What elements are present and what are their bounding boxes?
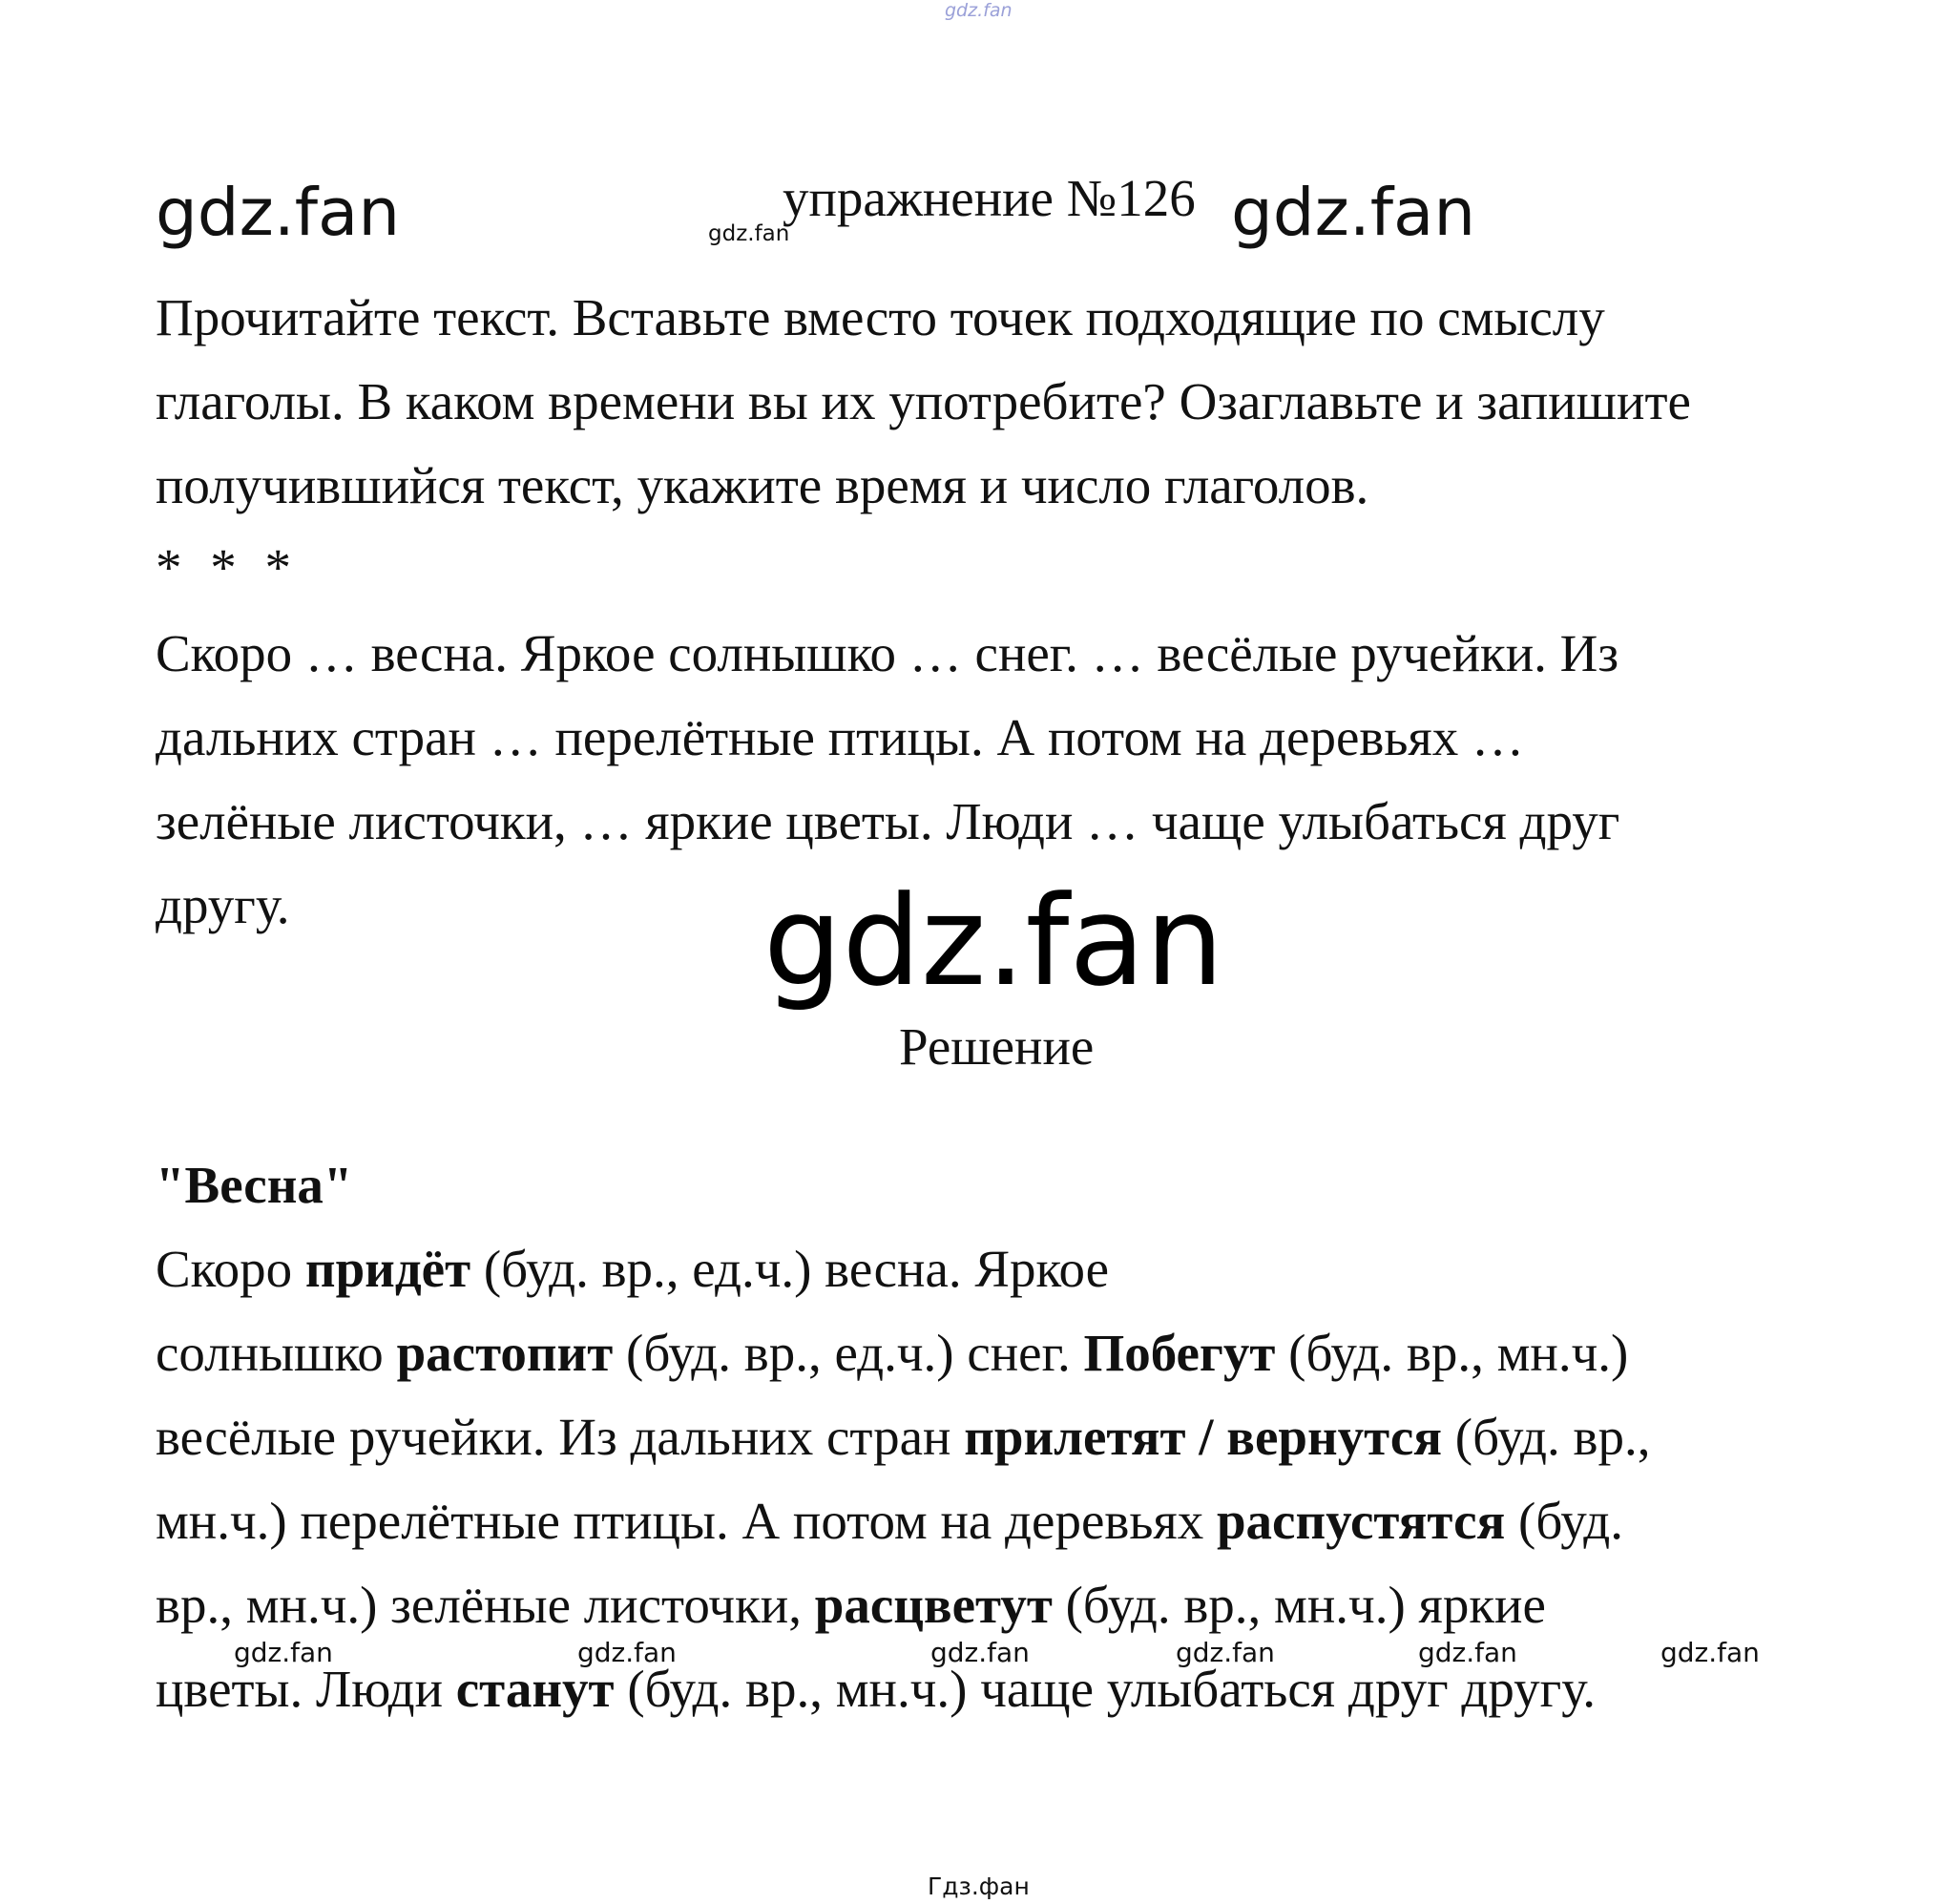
task-line: Прочитайте текст. Вставьте вместо точек подходящие по смыслу xyxy=(156,288,1605,346)
watermark-title-small: gdz.fan xyxy=(708,221,790,246)
watermark-center: gdz.fan xyxy=(763,868,1224,1014)
exercise-text-line: Скоро … весна. Яркое солнышко … снег. … весёлые ручейки. Из xyxy=(156,624,1619,682)
solution-text: цветы. Люди xyxy=(156,1660,456,1718)
watermark-top: gdz.fan xyxy=(945,0,1013,21)
solution-text: вр., мн.ч.) зелёные листочки, xyxy=(156,1576,815,1634)
solution-text: (буд. вр., мн.ч.) xyxy=(1275,1324,1629,1382)
watermark-row: gdz.fan xyxy=(1176,1637,1275,1668)
solution-title: "Весна" xyxy=(156,1156,353,1214)
solution-line xyxy=(156,1324,1629,1382)
solution-verb: распустятся xyxy=(1216,1492,1506,1550)
watermark-row: gdz.fan xyxy=(577,1637,677,1668)
solution-line xyxy=(156,1492,1623,1550)
task-line: получившийся текст, укажите время и число глаголов. xyxy=(156,456,1369,514)
solution-text: (буд. вр., ед.ч.) снег. xyxy=(613,1324,1084,1382)
solution-verb: Побегут xyxy=(1083,1324,1276,1382)
solution-verb: растопит xyxy=(396,1324,614,1382)
solution-line xyxy=(156,1240,1110,1298)
solution-text: (буд. вр., мн.ч.) чаще улыбаться друг другу. xyxy=(614,1660,1596,1718)
watermark-header-right: gdz.fan xyxy=(1231,175,1476,251)
solution-line xyxy=(156,1576,1546,1634)
separator-stars: * * * xyxy=(156,538,299,596)
watermark-row: gdz.fan xyxy=(234,1637,333,1668)
solution-text: (буд. вр., ед.ч.) весна. Яркое xyxy=(470,1240,1110,1298)
exercise-text-line: зелёные листочки, … яркие цветы. Люди … чаще улыбаться друг xyxy=(156,792,1620,850)
solution-text: (буд. вр., xyxy=(1442,1408,1651,1466)
watermark-row: gdz.fan xyxy=(1660,1637,1760,1668)
watermark-row: gdz.fan xyxy=(930,1637,1030,1668)
solution-text: (буд. вр., мн.ч.) яркие xyxy=(1052,1576,1546,1634)
exercise-text-line: другу. xyxy=(156,876,290,934)
task-line: глаголы. В каком времени вы их употребите? Озаглавьте и запишите xyxy=(156,372,1691,430)
footer-watermark: Гдз.фан xyxy=(928,1873,1030,1900)
watermark-header-left: gdz.fan xyxy=(156,175,401,251)
solution-verb: расцветут xyxy=(814,1576,1053,1634)
exercise-text-line: дальних стран … перелётные птицы. А потом на деревьях … xyxy=(156,708,1524,766)
watermark-row: gdz.fan xyxy=(1418,1637,1517,1668)
solution-verb: станут xyxy=(455,1660,615,1718)
solution-text: весёлые ручейки. Из дальних стран xyxy=(156,1408,965,1466)
solution-verb: придёт xyxy=(304,1240,471,1298)
solution-text: мн.ч.) перелётные птицы. А потом на деревьях xyxy=(156,1492,1217,1550)
solution-line xyxy=(156,1660,1596,1718)
exercise-title: упражнение №126 xyxy=(783,169,1196,227)
solution-line xyxy=(156,1408,1651,1466)
solution-text: солнышко xyxy=(156,1324,397,1382)
solution-heading: Решение xyxy=(899,1017,1095,1076)
solution-text: Скоро xyxy=(156,1240,305,1298)
solution-text: (буд. xyxy=(1505,1492,1623,1550)
solution-verb: прилетят / вернутся xyxy=(964,1408,1443,1466)
